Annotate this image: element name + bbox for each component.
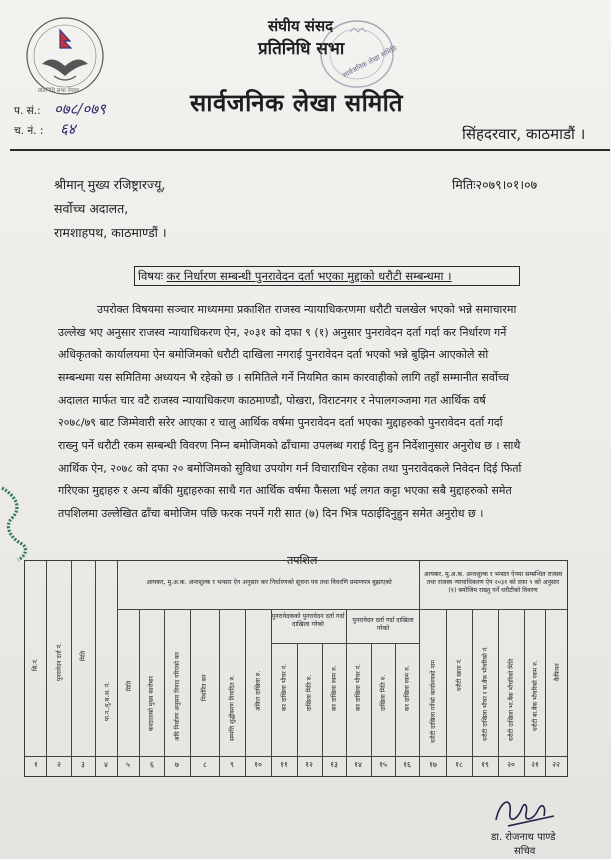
table-rule xyxy=(297,643,298,776)
office-location: सिंहदरवार, काठमाडौं । xyxy=(462,125,586,143)
column-number: १५ xyxy=(379,760,387,769)
committee-title: सार्वजनिक लेखा समिति xyxy=(190,88,404,117)
column-header: सि.नं. xyxy=(32,658,39,671)
column-header: दाखिला मिति रु. xyxy=(306,674,313,711)
column-number: १२ xyxy=(305,760,313,769)
column-header: धरौटी बा.बैंक भौचरिको रकम रु. xyxy=(532,660,539,731)
subject-label: विषयः xyxy=(138,269,164,283)
table-rule xyxy=(524,609,525,776)
letter-date: मितिः२०७९।०१।०७ xyxy=(452,177,538,192)
table-rule xyxy=(472,609,473,776)
body-line: गरिएका मुद्दाहरु र अन्य बाँकी मुद्दाहरुका साथै गत आर्थिक वर्षमा फैसला भई लगत कट्टा भएका सबै मुद्दाहरुको समेत xyxy=(58,484,512,497)
column-header: दाखिला मिति रु. xyxy=(380,674,387,711)
signatory-name: डा. रोजनाथ पाण्डे xyxy=(491,832,556,843)
body-line: राख्नु पर्ने धरौटी रकम सम्बन्धी विवरण निम्न बमोजिमको ढाँचामा उपलब्ध गराई दिनु हुन निर्देशानुसार अनुरोध छ । साथै xyxy=(58,439,521,452)
column-header: कर दाखिला रकम रु. xyxy=(404,665,411,711)
ref-ps-value: ०७८/०७९ xyxy=(54,100,106,118)
ref-ps-label: प. सं.: xyxy=(14,105,41,117)
addressee-line-2: सर्वोच्च अदालत, xyxy=(54,201,129,216)
column-number: २ xyxy=(57,760,61,769)
table-rule xyxy=(46,561,47,776)
table-rule xyxy=(545,609,546,776)
header-divider xyxy=(10,149,610,151)
column-number: ९ xyxy=(230,760,234,769)
table-rule xyxy=(271,643,419,644)
column-header: मिति xyxy=(126,680,133,691)
column-header: करदाताको मुख्य कारोबार xyxy=(148,676,155,731)
stamp-text: सार्वजनिक लेखा समिति xyxy=(341,44,399,80)
table-rule xyxy=(498,609,499,776)
ref-cn-value: ६४ xyxy=(60,120,76,138)
table-rule xyxy=(139,609,140,776)
signatory-title: सचिव xyxy=(514,846,536,857)
column-header: धरौटी दाखिला भौचर र बा.बैंक भौचरिको नं. xyxy=(482,646,489,741)
table-rule xyxy=(117,561,118,776)
body-line: अधिकृतको कार्यालयमा ऐन बमोजिमको धरौटी दाखिला नगराई पुनरावेदन दर्ता भएको भन्ने बुझिन आएकोले सो xyxy=(58,348,489,361)
table-sub-header-2: पुनरावेदन दर्ता गर्दा दाखिला गरेको xyxy=(352,617,414,632)
column-number: २० xyxy=(507,760,515,769)
column-header: कर दाखिला भौचर नं. xyxy=(355,664,362,711)
table-rule xyxy=(190,609,191,776)
table-rule xyxy=(219,609,220,776)
table-group-header-left: आयकर, मु.अ.क. अन्तशुल्क र भन्सार ऐन अनुसार कर निर्धारणको सूचना पत्र तथा विवरणि प्रमाणपत्र बुझाएको xyxy=(146,579,392,586)
signature-icon xyxy=(488,790,560,832)
column-number: ११ xyxy=(280,760,288,769)
body-line: २०७८/७९ बाट जिम्मेवारी सरेर आएका र चालु आर्थिक वर्षमा पुनरावेदन दर्ता भएका मुद्दाहरुको पुनरावेदन दर्ता गर्दा xyxy=(58,416,503,429)
binding-string-icon xyxy=(0,482,34,562)
table-rule xyxy=(371,643,372,776)
table-rule xyxy=(164,609,165,776)
column-header: धरौटी दाखिला गर्नेको कार्यालयको नाम xyxy=(430,660,437,743)
subject-box xyxy=(134,266,520,286)
column-number: २१ xyxy=(531,760,539,769)
column-number: १० xyxy=(254,760,262,769)
column-number: १९ xyxy=(481,760,489,769)
table-rule xyxy=(117,609,567,610)
column-number: १४ xyxy=(354,760,362,769)
column-header: धरौटी दाखिला भा.बैंक भौचरिको मिति xyxy=(508,658,515,741)
column-number: १७ xyxy=(429,760,437,769)
column-header: सम्पत्ति शुद्धीकरण विवादित रु. xyxy=(229,674,236,741)
column-header: अघि निर्धारण अनुसार विवाद गरिएको कर xyxy=(174,651,181,741)
table-rule xyxy=(322,643,323,776)
body-line: उपरोक्त विषयमा सञ्चार माध्यममा प्रकाशित राजस्व न्यायाधिकरणमा धरौटी चलखेल भएको भन्ने समाचारमा xyxy=(97,303,517,316)
table-rule xyxy=(25,756,567,757)
body-line: अदालत मार्फत चार वटै राजस्व न्यायाधिकरण काठमाण्डौ, पोखरा, विराटनगर र नेपालगञ्जमा गत आर्थिक वर्ष xyxy=(58,394,486,407)
table-rule xyxy=(71,561,72,776)
table-rule xyxy=(446,609,447,776)
emblem-caption: प्रतिनिधि सभा नेपाल xyxy=(38,88,79,94)
column-number: ३ xyxy=(81,760,85,769)
column-number: ७ xyxy=(175,760,179,769)
ref-cn-label: च. नं. : xyxy=(14,125,44,137)
column-header: निर्धारित कर xyxy=(201,674,208,701)
details-table xyxy=(24,560,568,777)
addressee-line-3: रामशाहपथ, काठमाण्डौं । xyxy=(54,225,167,240)
column-number: ८ xyxy=(203,760,207,769)
column-header: धरौटी खाता नं. xyxy=(456,658,463,691)
column-number: १३ xyxy=(330,760,338,769)
column-number: १८ xyxy=(455,760,463,769)
column-header: पुनरावेदन दर्ता नं. xyxy=(56,643,63,681)
subject-text: कर निर्धारण सम्बन्धी पुनरावेदन दर्ता भएका मुद्दाको धरौटी सम्बन्धमा । xyxy=(166,269,452,283)
column-header: कैफियत xyxy=(554,663,561,681)
body-line: उल्लेख भए अनुसार राजस्व न्यायाधिकरण ऐन, २०३१ को दफा ९ (१) अनुसार पुनरावेदन दर्ता गर्दा कर निर्धारण गर्ने xyxy=(58,326,507,339)
column-number: १६ xyxy=(403,760,411,769)
column-header: कर दाखिला रकम रु. xyxy=(331,665,338,711)
table-rule xyxy=(419,561,420,776)
column-header: अंकित दाखिला रु. xyxy=(255,670,262,711)
table-group-header-right: आयकर, मु.अ.क. अन्तशुल्क र भन्सार ऐनमा सम्बन्धित राजस्व तथा राजस्व न्यायाधिकरण ऐन २०३१ को दफा ९ को अनुसार (१) बमोजिम राख्नु पर्ने धरौटीको विवरण xyxy=(423,571,563,594)
body-line: आर्थिक ऐन, २०७८ को दफा २० बमोजिमको सुविधा उपयोग गर्न विचाराधिन रहेका तथा पुनरावेदकले निवेदन दिई फिर्ता xyxy=(58,462,522,475)
column-number: ४ xyxy=(104,760,108,769)
column-header: कर दाखिला भौचर नं. xyxy=(281,664,288,711)
header-line-1: संघीय संसद xyxy=(268,17,334,35)
column-number: ५ xyxy=(126,760,130,769)
table-rule xyxy=(346,609,347,776)
header-line-2: प्रतिनिधि सभा xyxy=(258,39,345,59)
table-sub-header-1: पुनरावेदकको पुनरावेदन दर्ता गर्दा दाखिला गरेको xyxy=(271,613,345,628)
column-header: पा.न.,मु.स.अ. नं. xyxy=(104,681,111,721)
column-number: १ xyxy=(34,760,38,769)
table-rule xyxy=(245,609,246,776)
table-rule xyxy=(395,643,396,776)
column-header: मिति xyxy=(80,650,87,661)
addressee-line-1: श्रीमान् मुख्य रजिष्ट्रारज्यू, xyxy=(54,177,166,192)
body-line: तपशिलमा उल्लेखित ढाँचा बमोजिम पछि फरक नपर्ने गरी सात (७) दिन भित्र पठाईदिनुहुन समेत अनुरोध छ । xyxy=(58,507,484,520)
table-rule xyxy=(271,609,272,776)
column-number: २२ xyxy=(552,760,560,769)
table-caption: तपशिल xyxy=(287,554,318,567)
table-rule xyxy=(95,561,96,776)
column-number: ६ xyxy=(150,760,154,769)
body-line: सम्बन्धमा यस समितिमा अध्ययन भै रहेको छ । समितिले गर्ने नियमित काम कारवाहीको लागि तहाँ सम्मानीत सर्वोच्च xyxy=(58,371,509,384)
